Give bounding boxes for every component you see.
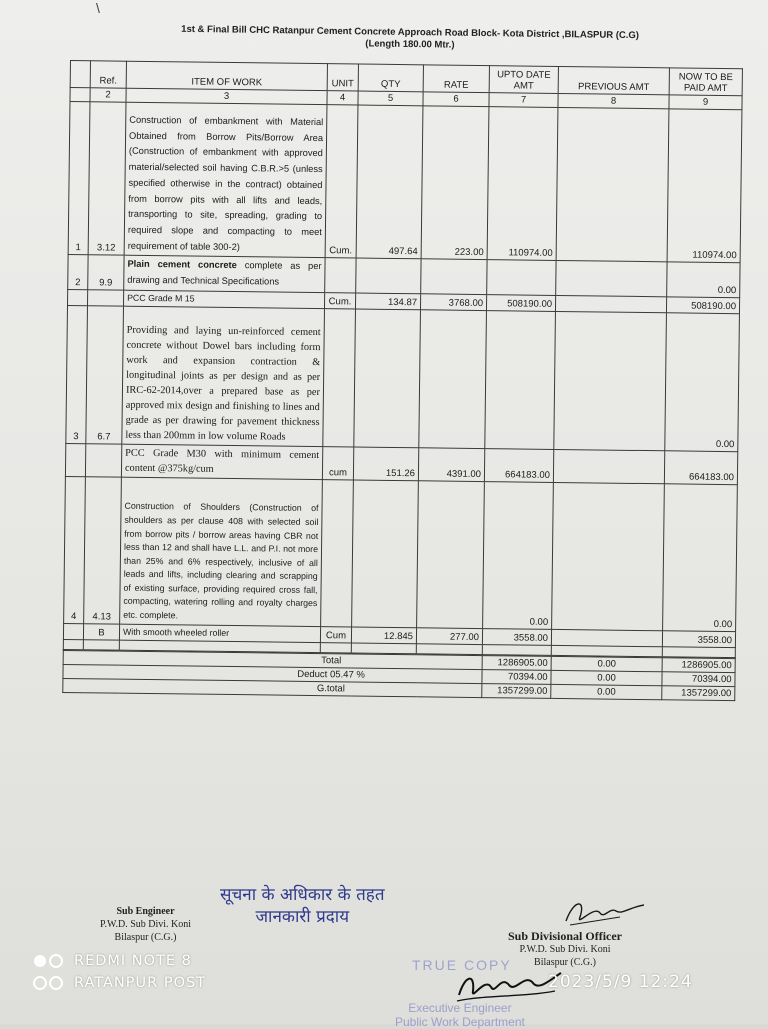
hindi-rti-stamp [220,884,385,928]
cell-qty: 497.64 [356,105,423,259]
col-number [70,88,90,102]
true-copy-stamp: TRUE COPY [412,957,512,973]
sub-engineer-line1: P.W.D. Sub Divi. Koni [100,919,192,930]
summary-label: Total [63,651,482,670]
header-ref: Ref. [90,61,126,88]
cell-upto: 110974.00 [487,107,558,261]
cell-unit [325,258,356,293]
header-qty: QTY [358,64,423,92]
cell-ref [87,289,123,306]
hindi-line2: जानकारी प्रदाय [255,907,350,927]
cell-now: 0.00 [667,262,740,297]
cell-rate [417,481,485,628]
header-prev: PREVIOUS AMT [558,66,669,94]
header-item: ITEM OF WORK [126,61,327,90]
sub-engineer-line2: Bilaspur (C.G.) [114,932,177,943]
cell-desc: Providing and laying un-reinforced cement concrete without Dowel bars including form work and expansion contraction & longitudinal joints as per design and as per IRC-62-2014,over a prepared base as per approved mix design and finishing to lines and grade as per drawing for pavement thickness less than 200mm in low volume Roads [122,307,325,447]
cell-now: 110974.00 [667,109,742,263]
cell-desc: With smooth wheeled roller [119,624,320,643]
col-number: 5 [358,91,423,106]
table-row [68,102,742,264]
cell-rate: 277.00 [416,627,482,644]
watermark-device-row [32,950,206,972]
cell-upto: 0.00 [483,482,554,629]
cell-upto: 3558.00 [482,628,551,645]
col-number: 8 [558,93,669,108]
cell-desc: Construction of embankment with Material Obtained from Borrow Pits/Borrow Area (Construction of embankment with approved material/selected soil having C.B.R.>5 (unless specified otherwise in the contract) obtained from borrow pits with all lifts and leads, transporting to site, spreading, grading to required slope and compacting to meet requirement of table 300-2) [124,102,327,258]
summary-prev: 0.00 [551,671,662,686]
col-number: 3 [126,88,327,104]
cell-now: 508190.00 [666,297,739,314]
cell-ref [85,444,121,477]
col-number: 6 [423,92,489,107]
cell-sn [63,623,83,640]
sdo-signature-block [508,930,622,969]
summary-prev: 0.00 [551,685,662,700]
bill-title-line2: (Length 180.00 Mtr.) [365,38,455,51]
cell-unit: Cum. [325,105,358,259]
sdo-line1: P.W.D. Sub Divi. Koni [519,944,611,955]
cell-prev [553,450,664,484]
cell-unit: cum [322,447,353,480]
summary-label: Deduct 05.47 % [63,665,482,684]
camera-watermark [32,950,206,994]
hindi-line1: सूचना के अधिकार के तहत [220,885,385,905]
cell-sn [67,289,87,306]
header-sn [70,61,90,88]
cell-desc: PCC Grade M30 with minimum cement content @375kg/cum [121,444,322,479]
cell-qty [354,309,421,448]
cell-rate [419,310,487,449]
cell-prev [554,312,667,451]
header-upto: UPTO DATE AMT [489,66,558,94]
cell-desc: Construction of Shoulders (Construction of shoulders as per clause 408 with selected soil from borrow pits / borrow areas having CBR not less than 12 and shall have L.L. and P.I. not more than 25% and 6% respectively, inclusive of all leads and lifts, including clearing and scrapping of existing surface, providing required cross fall, compacting, watering rolling and royalty charges etc. complete. [120,477,323,626]
cell-sn: 3 [66,306,88,444]
header-rate: RATE [423,65,489,93]
summary-upto: 70394.00 [482,670,551,685]
cell-ref: B [83,623,119,640]
cell-now: 3558.00 [662,630,735,647]
bill-table [63,60,743,658]
table-row [64,477,738,632]
cell-ref: 6.7 [86,306,124,444]
cell-qty: 134.87 [355,293,420,310]
header-now: NOW TO BE PAID AMT [669,68,742,96]
summary-label: G.total [63,679,482,698]
bill-table-container [62,60,742,701]
watermark-datetime: 2023/5/9 12:24 [548,972,693,992]
sub-engineer-title: Sub Engineer [116,906,175,917]
cell-qty: 12.845 [351,627,416,644]
bill-title [130,23,690,55]
ee-stamp-line2: Public Work Department [395,1015,525,1029]
summary-upto: 1357299.00 [482,684,551,699]
cell-unit: Cum [320,626,351,643]
cell-ref: 3.12 [88,102,126,256]
cell-unit [323,309,356,447]
cell-desc: PCC Grade M 15 [123,290,324,309]
cell-sn: 1 [68,102,90,256]
cell-qty: 151.26 [353,447,418,481]
cell-rate [421,259,487,294]
header-unit: UNIT [327,64,358,91]
sub-engineer-signature-block [100,905,191,944]
cell-now: 0.00 [665,313,740,452]
camera-dots-icon [32,953,74,969]
camera-dots-icon [32,975,74,991]
summary-now: 1357299.00 [662,686,735,701]
cell-upto: 664183.00 [484,449,553,483]
cell-prev [551,629,662,647]
cell-qty [356,258,421,293]
cell-ref: 9.9 [88,255,124,290]
summary-upto: 1286905.00 [482,656,551,671]
cell-desc [124,256,325,293]
cell-prev [555,295,666,313]
cell-sn [65,444,85,477]
cell-ref: 4.13 [84,477,122,624]
summary-now: 1286905.00 [662,658,735,673]
bill-title-line1: 1st & Final Bill CHC Ratanpur Cement Concrete Approach Road Block- Kota District ,BILASPUR (C.G) [181,23,640,42]
cell-qty [352,480,419,627]
sdo-line2: Bilaspur (C.G.) [534,957,596,968]
cell-rate: 223.00 [421,106,489,260]
table-row [66,306,740,452]
col-number: 7 [489,93,558,108]
col-number: 9 [669,95,742,110]
cell-unit: Cum. [324,292,355,309]
cell-sn: 4 [64,477,86,624]
summary-table [62,650,736,701]
corner-mark: \ [96,0,100,16]
cell-upto: 508190.00 [486,294,555,311]
watermark-location: RATANPUR POST [74,975,207,991]
cell-desc-bold: Plain cement concrete [127,259,237,271]
cell-upto [485,311,556,450]
col-number: 4 [327,91,358,105]
ee-stamp-line1: Executive Engineer [408,1001,512,1015]
cell-sn: 2 [68,255,88,290]
cell-now: 0.00 [663,484,738,631]
cell-now: 664183.00 [664,451,737,485]
watermark-location-row [32,972,206,994]
cell-prev [556,261,667,297]
cell-prev [552,483,665,631]
summary-prev: 0.00 [551,657,662,672]
cell-upto [487,260,556,295]
cell-unit [321,480,354,627]
cell-prev [556,107,669,262]
sdo-title: Sub Divisional Officer [508,929,623,943]
col-number: 2 [90,88,126,102]
watermark-device: REDMI NOTE 8 [74,953,192,969]
cell-desc-rest: complete as per drawing and Technical Specifications [127,260,322,287]
cell-rate: 3768.00 [420,294,486,311]
executive-engineer-stamp [395,1001,525,1029]
summary-now: 70394.00 [662,672,735,687]
cell-rate: 4391.00 [418,448,484,482]
